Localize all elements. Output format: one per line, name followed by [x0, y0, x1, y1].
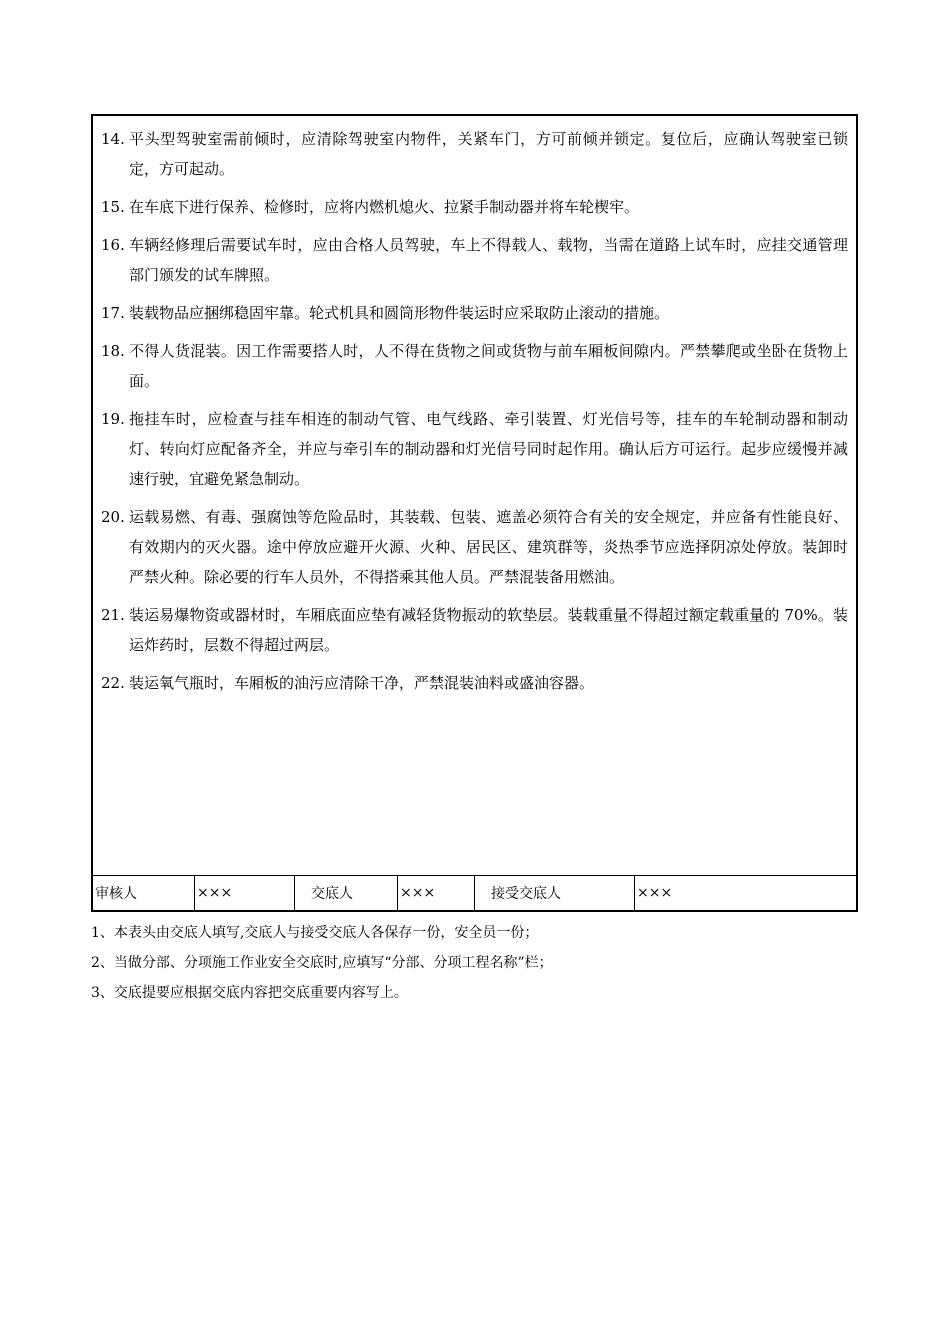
- list-item: [101, 600, 848, 660]
- footnote: 3、交底提要应根据交底内容把交底重要内容写上。: [91, 985, 408, 1001]
- list-item: [101, 298, 848, 328]
- signature-row: [93, 876, 856, 910]
- item-text: 运载易燃、有毒、强腐蚀等危险品时，其装载、包装、遮盖必须符合有关的安全规定，并应备有性能良好、有效期内的灭火器。途中停放应避开火源、火种、居民区、建筑群等，炎热季节应选择阴凉处停放。装卸时严禁火种。除必要的行车人员外，不得搭乘其他人员。严禁混装备用燃油。: [129, 508, 848, 586]
- discloser-label: 交底人: [295, 876, 398, 910]
- list-item: [101, 230, 848, 290]
- receiver-value: ×××: [637, 885, 673, 901]
- item-text: 装运易爆物资或器材时，车厢底面应垫有减轻货物振动的软垫层。装载重量不得超过额定载重量的 70%。装运炸药时，层数不得超过两层。: [129, 606, 848, 654]
- item-text: 车辆经修理后需要试车时，应由合格人员驾驶，车上不得载人、载物，当需在道路上试车时，应挂交通管理部门颁发的试车牌照。: [129, 236, 848, 284]
- item-number: 14.: [101, 130, 125, 148]
- item-number: 16.: [101, 236, 125, 254]
- list-item: [101, 336, 848, 396]
- item-text: 拖挂车时，应检查与挂车相连的制动气管、电气线路、牵引装置、灯光信号等，挂车的车轮制动器和制动灯、转向灯应配备齐全，并应与牵引车的制动器和灯光信号同时起作用。确认后方可运行。起步应缓慢并减速行驶，宜避免紧急制动。: [129, 410, 848, 488]
- footnote: 1、本表头由交底人填写,交底人与接受交底人各保存一份，安全员一份；: [91, 925, 539, 941]
- item-number: 20.: [101, 508, 125, 526]
- item-text: 不得人货混装。因工作需要搭人时，人不得在货物之间或货物与前车厢板间隙内。严禁攀爬或坐卧在货物上面。: [129, 342, 848, 390]
- list-item: [101, 192, 848, 222]
- item-number: 17.: [101, 304, 125, 322]
- reviewer-value: ×××: [195, 876, 295, 910]
- list-item: [101, 668, 848, 698]
- discloser-value: ×××: [398, 876, 475, 910]
- footnotes: [91, 918, 871, 1008]
- item-number: 22.: [101, 674, 125, 692]
- item-number: 15.: [101, 198, 125, 216]
- item-text: 装载物品应捆绑稳固牢靠。轮式机具和圆筒形物件装运时应采取防止滚动的措施。: [129, 304, 670, 322]
- footnote: 2、当做分部、分项施工作业安全交底时,应填写“分部、分项工程名称”栏；: [91, 955, 553, 971]
- item-number: 19.: [101, 410, 125, 428]
- item-number: 18.: [101, 342, 125, 360]
- disclosure-table: [91, 114, 858, 912]
- safety-items: [93, 116, 856, 876]
- reviewer-label: 审核人: [93, 876, 195, 910]
- item-text: 装运氧气瓶时，车厢板的油污应清除干净，严禁混装油料或盛油容器。: [129, 674, 595, 692]
- list-item: [101, 502, 848, 592]
- list-item: [101, 124, 848, 184]
- item-text: 平头型驾驶室需前倾时，应清除驾驶室内物件，关紧车门，方可前倾并锁定。复位后，应确认驾驶室已锁定，方可起动。: [129, 130, 848, 178]
- list-item: [101, 404, 848, 494]
- item-number: 21.: [101, 606, 125, 624]
- receiver-label: 接受交底人: [475, 876, 635, 910]
- item-text: 在车底下进行保养、检修时，应将内燃机熄火、拉紧手制动器并将车轮楔牢。: [129, 198, 640, 216]
